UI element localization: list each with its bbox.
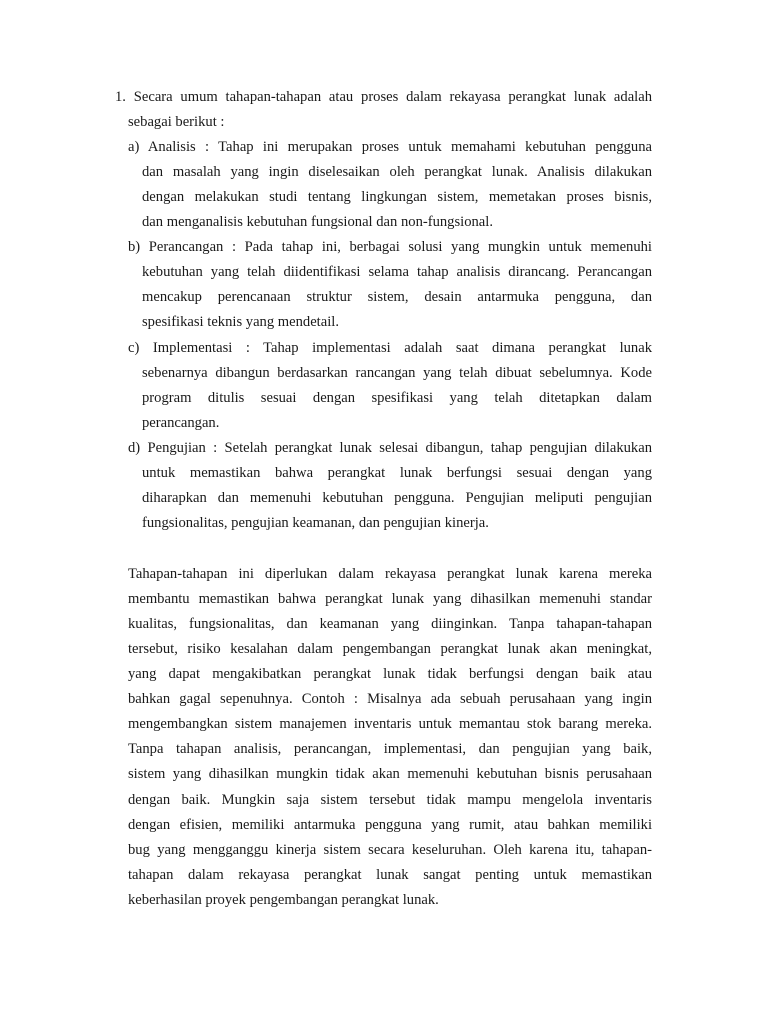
paragraph-line-14: keberhasilan proyek pengembangan perangkat lunak. [128,892,439,908]
item-d-letter: d) [128,440,141,456]
item-c-line-1 [128,338,652,358]
item-c-letter: c) [128,340,140,356]
item-a-line-3: dengan melakukan studi tentang lingkungan sistem, memetakan proses bisnis, [142,189,652,205]
item-b-line-3: mencakup perencanaan struktur sistem, desain antarmuka pengguna, dan [142,289,652,305]
paragraph-line-2: membantu memastikan bahwa perangkat lunak yang dihasilkan memenuhi standar [128,591,652,607]
paragraph-line-11: dengan efisien, memiliki antarmuka pengguna yang rumit, atau bahkan memiliki [128,817,652,833]
item-b-line-1 [128,237,652,257]
item-d-text: Pengujian : Setelah perangkat lunak selesai dibangun, tahap pengujian dilakukan [147,440,652,456]
item-d-line-1 [128,438,652,458]
paragraph-line-13: tahapan dalam rekayasa perangkat lunak sangat penting untuk memastikan [128,867,652,883]
paragraph-line-5: yang dapat mengakibatkan perangkat lunak tidak berfungsi dengan baik atau [128,666,652,682]
intro-text: Secara umum tahapan-tahapan atau proses dalam rekayasa perangkat lunak adalah [133,89,652,105]
item-b-text: Perancangan : Pada tahap ini, berbagai solusi yang mungkin untuk memenuhi [148,239,652,255]
paragraph-line-7: mengembangkan sistem manajemen inventaris untuk memantau stok barang mereka. [128,716,652,732]
paragraph-line-1: Tahapan-tahapan ini diperlukan dalam rekayasa perangkat lunak karena mereka [128,566,652,582]
item-c-line-2: sebenarnya dibangun berdasarkan rancangan yang telah dibuat sebelumnya. Kode [142,365,652,381]
question-1-line-2: sebagai berikut : [128,114,225,130]
paragraph-line-9: sistem yang dihasilkan mungkin tidak akan memenuhi kebutuhan bisnis perusahaan [128,766,652,782]
paragraph-line-10: dengan baik. Mungkin saja sistem tersebut tidak mampu mengelola inventaris [128,792,652,808]
item-b-line-2: kebutuhan yang telah diidentifikasi selama tahap analisis dirancang. Perancangan [142,264,652,280]
question-1-line-1 [115,87,652,107]
question-number: 1. [115,89,126,105]
item-b-letter: b) [128,239,141,255]
item-a-line-4: dan menganalisis kebutuhan fungsional dan non-fungsional. [142,214,493,230]
item-a-letter: a) [128,139,140,155]
item-d-line-3: diharapkan dan memenuhi kebutuhan pengguna. Pengujian meliputi pengujian [142,490,652,506]
item-a-text: Analisis : Tahap ini merupakan proses untuk memahami kebutuhan pengguna [147,139,653,155]
item-d-line-4: fungsionalitas, pengujian keamanan, dan pengujian kinerja. [142,515,489,531]
item-c-line-4: perancangan. [142,415,220,431]
item-c-line-3: program ditulis sesuai dengan spesifikasi yang telah ditetapkan dalam [142,390,652,406]
item-c-text: Implementasi : Tahap implementasi adalah saat dimana perangkat lunak [152,340,652,356]
paragraph-line-3: kualitas, fungsionalitas, dan keamanan yang diinginkan. Tanpa tahapan-tahapan [128,616,652,632]
paragraph-line-6: bahkan gagal sepenuhnya. Contoh : Misalnya ada sebuah perusahaan yang ingin [128,691,652,707]
paragraph-line-12: bug yang mengganggu kinerja sistem secara keseluruhan. Oleh karena itu, tahapan- [128,842,652,858]
item-a-line-1 [128,137,652,157]
item-a-line-2: dan masalah yang ingin diselesaikan oleh perangkat lunak. Analisis dilakukan [142,164,652,180]
paragraph-line-8: Tanpa tahapan analisis, perancangan, implementasi, dan pengujian yang baik, [128,741,652,757]
item-d-line-2: untuk memastikan bahwa perangkat lunak berfungsi sesuai dengan yang [142,465,652,481]
item-b-line-4: spesifikasi teknis yang mendetail. [142,314,339,330]
paragraph-line-4: tersebut, risiko kesalahan dalam pengembangan perangkat lunak akan meningkat, [128,641,652,657]
